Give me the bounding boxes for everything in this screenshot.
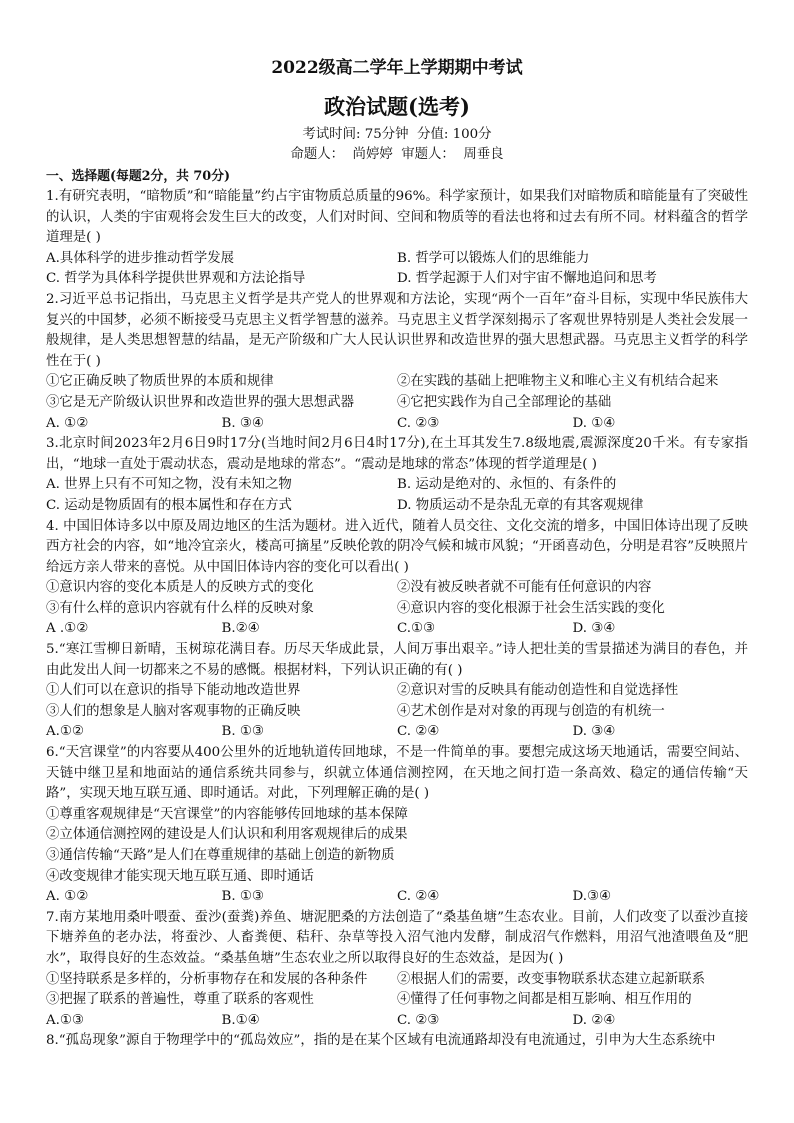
option-c[interactable]: C. ②④ xyxy=(397,724,440,740)
question-7 xyxy=(46,908,748,1032)
question-stem: 3.北京时间2023年2月6日9时17分(当地时间2月6日4时17分),在土耳其发生7.8级地震,震源深度20千米。有专家指出，“地球一直处于震动状态，震动是地球的常态”。“震动是地球的常态”体现的哲学道理是( ) xyxy=(46,436,748,472)
question-3 xyxy=(46,434,748,516)
exam-meta-time: 考试时间: 75分钟 分值: 100分 xyxy=(302,127,492,142)
statement-4: ④它把实践作为自己全部理论的基础 xyxy=(397,394,612,410)
statement-3: ③通信传输“天路”是人们在尊重规律的基础上创造的新物质 xyxy=(46,848,395,863)
question-8 xyxy=(46,1031,748,1052)
statement-1: ①它正确反映了物质世界的本质和规律 xyxy=(46,374,274,390)
option-b[interactable]: B.①④ xyxy=(221,1012,260,1028)
question-stem: 7.南方某地用桑叶喂蚕、蚕沙(蚕粪)养鱼、塘泥肥桑的方法创造了“桑基鱼塘”生态农业。目前，人们改变了以蚕沙直接下塘养鱼的老办法，将蚕沙、人畜粪便、秸秆、杂草等投入沼气池内发酵，制成沼气作燃料，用沼气池渣喂鱼及“肥水”，取得良好的生态效益。“桑基鱼塘”生态农业之所以取得良好的生态效益，是因为( ) xyxy=(46,909,748,966)
option-b[interactable]: B.②④ xyxy=(221,621,260,637)
statement-4: ④意识内容的变化根源于社会生活实践的变化 xyxy=(397,600,665,616)
option-d[interactable]: D. 物质运动不是杂乱无章的有其客观规律 xyxy=(397,497,644,513)
statement-2: ②没有被反映者就不可能有任何意识的内容 xyxy=(397,580,652,596)
exam-title: 2022级高二学年上学期期中考试 xyxy=(271,58,523,78)
statement-2: ②立体通信测控网的建设是人们认识和利用客观规律后的成果 xyxy=(46,827,408,843)
option-c[interactable]: C. ②③ xyxy=(397,415,440,431)
statement-1: ①人们可以在意识的指导下能动地改造世界 xyxy=(46,683,301,699)
statement-2: ②意识对雪的反映具有能动创造性和自觉选择性 xyxy=(397,683,679,699)
option-a[interactable]: A. 世界上只有不可知之物，没有未知之物 xyxy=(46,477,292,493)
question-stem: 4. 中国旧体诗多以中原及周边地区的生活为题材。进入近代，随着人员交往、文化交流的增多，中国旧体诗出现了反映西方社会的内容，如“地冷宜亲火，楼高可摘星”反映伦敦的阴冷气候和城市风貌；“开函喜动色，分明是君容”反映照片给远方亲人带来的喜悦。从中国旧体诗内容的变化可以看出( ) xyxy=(46,518,748,575)
statement-2: ②在实践的基础上把唯物主义和唯心主义有机结合起来 xyxy=(397,374,719,390)
statement-3: ③把握了联系的普遍性，尊重了联系的客观性 xyxy=(46,992,314,1008)
option-a[interactable]: A.①③ xyxy=(46,1012,84,1028)
statement-4: ④改变规律才能实现天地互联互通、即时通话 xyxy=(46,868,314,884)
statement-2: ②根据人们的需要，改变事物联系状态建立起新联系 xyxy=(397,971,705,987)
question-6 xyxy=(46,743,748,908)
option-d[interactable]: D. ③④ xyxy=(572,621,616,637)
option-b[interactable]: B. 哲学可以锻炼人们的思维能力 xyxy=(397,250,590,266)
question-stem: 8.“孤岛现象”源自于物理学中的“孤岛效应”，指的是在某个区域有电流通路却没有电流通过，引申为大生态系统中 xyxy=(46,1033,716,1049)
option-b[interactable]: B. ①③ xyxy=(221,724,264,740)
option-c[interactable]: C. 哲学为具体科学提供世界观和方法论指导 xyxy=(46,271,306,287)
question-1 xyxy=(46,187,748,290)
question-stem: 6.“天宫课堂”的内容要从400公里外的近地轨道传回地球，不是一件简单的事。要想完成这场天地通话，需要空间站、天链中继卫星和地面站的通信系统共同参与，织就立体通信测控网，在天地之间打造一条高效、稳定的通信传输“天路”，实现天地互联互通、即时通话。对此，下列理解正确的是( ) xyxy=(46,745,748,802)
option-c[interactable]: C. ②③ xyxy=(397,1012,440,1028)
option-c[interactable]: C.①③ xyxy=(397,621,436,637)
option-a[interactable]: A .①② xyxy=(46,621,89,637)
option-a[interactable]: A.①② xyxy=(46,724,84,740)
section-heading: 一、选择题(每题2分，共 70分) xyxy=(46,169,231,184)
question-stem: 2.习近平总书记指出，马克思主义哲学是共产党人的世界观和方法论，实现“两个一百年”奋斗目标，实现中华民族伟大复兴的中国梦，必须不断接受马克思主义哲学智慧的滋养。马克思主义哲学深刻揭示了客观世界特别是人类社会发展一般规律，是人类思想智慧的结晶，是无产阶级和广大人民认识世界和改造世界的强大思想武器。马克思主义哲学的科学性在于( ) xyxy=(46,291,748,369)
question-2 xyxy=(46,290,748,434)
question-4 xyxy=(46,517,748,641)
option-c[interactable]: C. 运动是物质固有的根本属性和存在方式 xyxy=(46,497,292,513)
option-b[interactable]: B. 运动是绝对的、永恒的、有条件的 xyxy=(397,477,617,493)
option-c[interactable]: C. ②④ xyxy=(397,889,440,905)
question-stem: 1.有研究表明，“暗物质”和“暗能量”约占宇宙物质总质量的96%。科学家预计，如果我们对暗物质和暗能量有了突破性的认识，人类的宇宙观将会发生巨大的改变，人们对时间、空间和物质等的看法也将和过去有所不同。材料蕴含的哲学道理是( ) xyxy=(46,189,748,246)
statement-1: ①意识内容的变化本质是人的反映方式的变化 xyxy=(46,580,314,596)
statement-1: ①坚持联系是多样的，分析事物存在和发展的各种条件 xyxy=(46,971,368,987)
option-b[interactable]: B. ③④ xyxy=(221,415,264,431)
option-a[interactable]: A.具体科学的进步推动哲学发展 xyxy=(46,250,235,266)
statement-4: ④懂得了任何事物之间都是相互影响、相互作用的 xyxy=(397,992,692,1008)
statement-3: ③人们的想象是人脑对客观事物的正确反映 xyxy=(46,703,301,719)
statement-4: ④艺术创作是对对象的再现与创造的有机统一 xyxy=(397,703,665,719)
statement-3: ③有什么样的意识内容就有什么样的反映对象 xyxy=(46,600,314,616)
option-a[interactable]: A. ①② xyxy=(46,415,89,431)
exam-subtitle: 政治试题(选考) xyxy=(324,94,470,119)
statement-3: ③它是无产阶级认识世界和改造世界的强大思想武器 xyxy=(46,394,354,410)
option-d[interactable]: D. ③④ xyxy=(572,724,616,740)
option-d[interactable]: D. ②④ xyxy=(572,1012,616,1028)
question-5 xyxy=(46,640,748,743)
option-d[interactable]: D. ①④ xyxy=(572,415,616,431)
exam-meta-authors: 命题人： 尚婷婷 审题人： 周垂良 xyxy=(290,147,504,162)
statement-1: ①尊重客观规律是“天宫课堂”的内容能够传回地球的基本保障 xyxy=(46,806,408,822)
option-b[interactable]: B. ①③ xyxy=(221,889,264,905)
question-stem: 5.“寒江雪柳日新晴，玉树琼花满目春。历尽天华成此景，人间万事出艰辛。”诗人把壮美的雪景描述为满目的春色，并由此发出人间一切都来之不易的感慨。根据材料，下列认识正确的有( ) xyxy=(46,642,748,678)
option-a[interactable]: A. ①② xyxy=(46,889,89,905)
option-d[interactable]: D.③④ xyxy=(572,889,612,905)
option-d[interactable]: D. 哲学起源于人们对宇宙不懈地追问和思考 xyxy=(397,271,657,287)
